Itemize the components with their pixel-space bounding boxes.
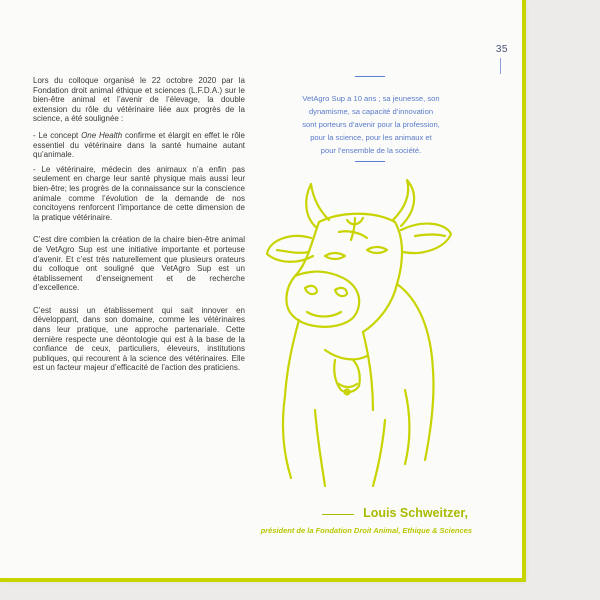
list-item-prefix: - Le concept (33, 130, 82, 140)
paragraph-partnership: C’est aussi un établissement qui sait innover en développant, dans son domaine, comme les vétérinaires dans leur pratique, une approche partenariale. Cette dernière respecte une déontologie qui est à la base de la confiance de ceux, particuliers, éleveurs, institutions publiques, qui recourent à la science des vétérinaires. Elle est un facteur majeur d’efficacité de l’action des praticiens. (33, 305, 245, 373)
quote-line: VetAgro Sup a 10 ans ; sa jeunesse, son (302, 94, 440, 103)
cow-illustration-icon (255, 160, 455, 490)
quote-line: dynamisme, sa capacité d’innovation (308, 107, 434, 116)
quote-rule-top (355, 76, 385, 77)
body-text (33, 76, 245, 380)
list-item-animal-welfare: - Le vétérinaire, médecin des animaux n’a enfin pas seulement en charge leur santé physique mais aussi leur bien-être; les progrès de la connaissance sur la conscience animale comme l’évolution de la demande de nos concitoyens renforcent l’importance de cette dimension de la pratique vétérinaire. (33, 164, 245, 222)
quote-line: pour la science, pour les animaux et (310, 133, 432, 142)
page-number-rule (500, 58, 501, 74)
signature (288, 506, 468, 522)
signature-name: Louis Schweitzer, (363, 506, 468, 520)
paragraph-intro: Lors du colloque organisé le 22 octobre 2020 par la Fondation droit animal éthique et sciences (L.F.D.A.) sur le bien-être animal et l’avenir de l’élevage, la double extension du rôle du vétérinaire liée aux progrès de la science, a été soulignée : (33, 76, 245, 124)
quote-line: pour l’ensemble de la société. (320, 146, 422, 155)
book-edge-right (522, 0, 526, 580)
book-edge-bottom (0, 578, 526, 582)
signature-rule (322, 514, 354, 515)
page-number: 35 (495, 44, 508, 55)
list-item-text: confirme et élargit en effet le rôle essentiel du vétérinaire dans la santé humaine autant qu’animale. (33, 130, 245, 160)
list-item-one-health (33, 131, 245, 160)
signature-role: président de la Fondation Droit Animal, Ethique & Sciences (260, 526, 472, 535)
one-health-term: One Health (81, 130, 123, 140)
paragraph-chair: C’est dire combien la création de la chaire bien-être animal de VetAgro Sup est une initiative importante et porteuse d’avenir. Et c’est très naturellement que plusieurs orateurs du colloque ont souligné que VetAgro Sup est un établissement d’enseignement et de recherche d’excellence. (33, 235, 245, 293)
pull-quote (282, 92, 460, 157)
quote-line: sont porteurs d’avenir pour la profession, (302, 120, 440, 129)
